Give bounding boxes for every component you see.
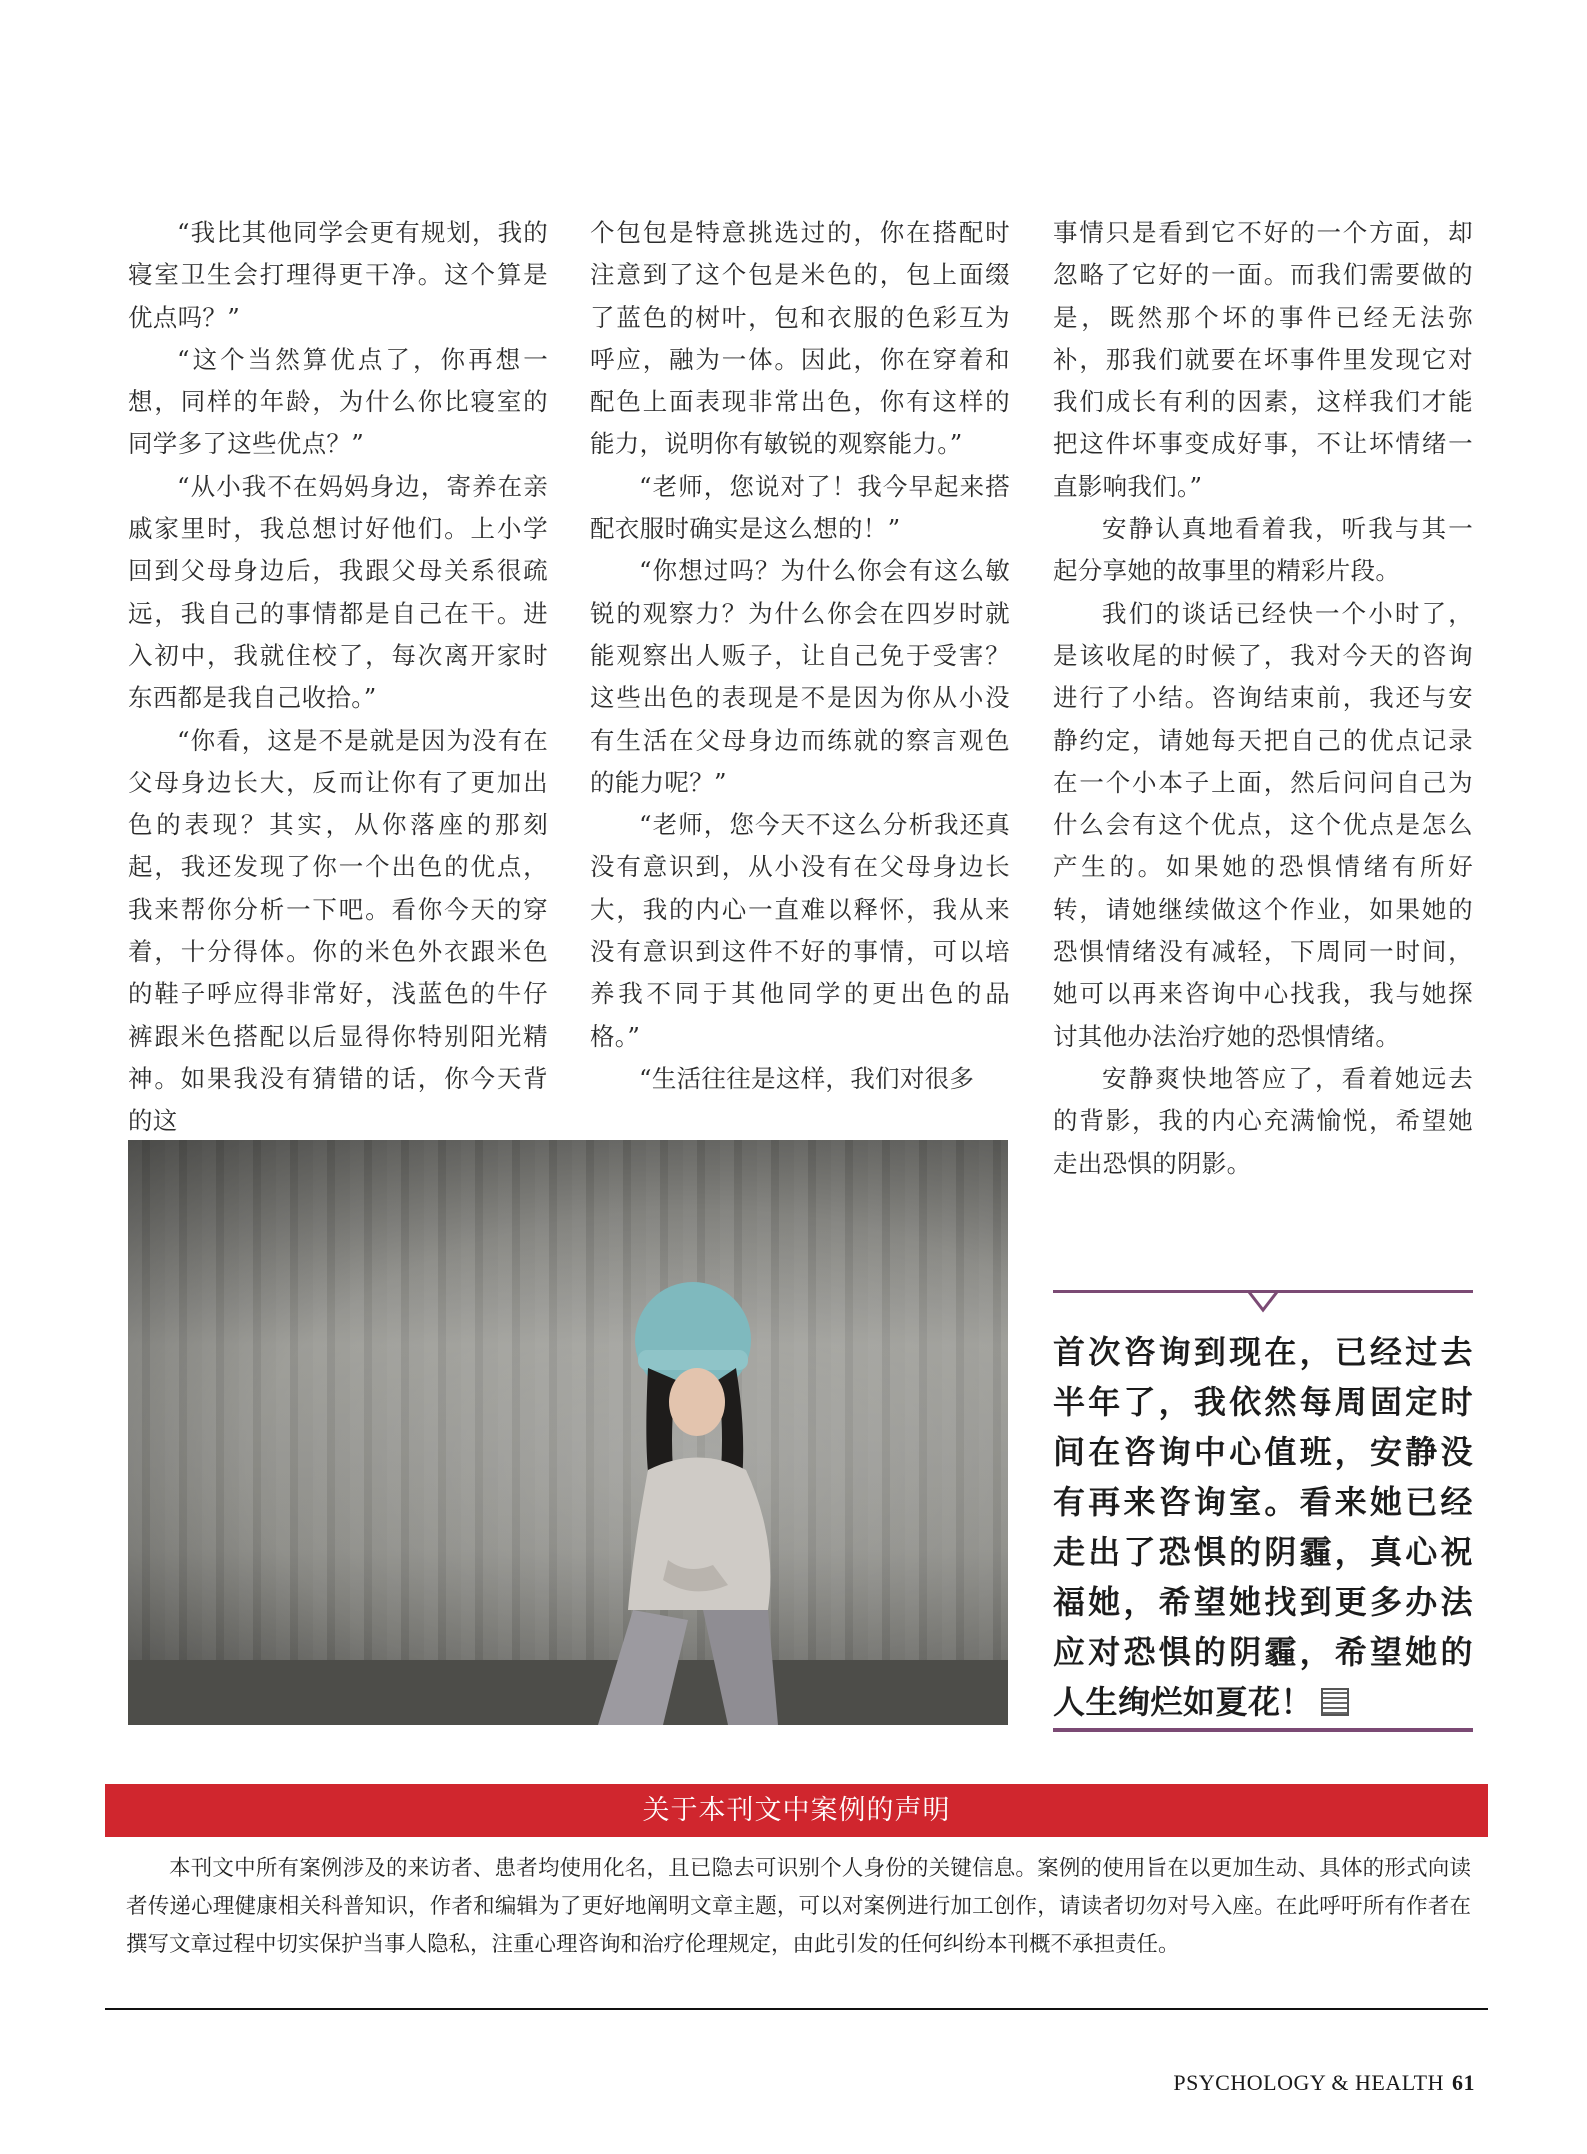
article-column-1 (128, 212, 548, 1143)
page-footer (1173, 2070, 1475, 2096)
paragraph: 我们的谈话已经快一个小时了，是该收尾的时候了，我对今天的咨询进行了小结。咨询结束前，我还与安静约定，请她每天把自己的优点记录在一个小本子上面，然后问问自己为什么会有这个优点，这个优点是怎么产生的。如果她的恐惧情绪有所好转，请她继续做这个作业，如果她的恐惧情绪没有减轻，下周同一时间，她可以再来咨询中心找我，我与她探讨其他办法治疗她的恐惧情绪。 (1053, 598, 1473, 1051)
girl-leaning-on-wall-illustration (128, 1140, 1008, 1725)
notice-title: 关于本刊文中案例的声明 (105, 1784, 1488, 1837)
pull-quote-text: 首次咨询到现在，已经过去半年了，我依然每周固定时间在咨询中心值班，安静没有再来咨询室。看来她已经走出了恐惧的阴霾，真心祝福她，希望她找到更多办法应对恐惧的阴霾，希望她的人生绚烂如夏花！ (1053, 1333, 1473, 1721)
notice-body (126, 1850, 1471, 1964)
page-number: 61 (1452, 2070, 1475, 2095)
article-column-2 (590, 212, 1010, 1100)
magazine-name: PSYCHOLOGY & HEALTH (1173, 2070, 1444, 2095)
paragraph: 安静认真地看着我，听我与其一起分享她的故事里的精彩片段。 (1053, 514, 1473, 586)
hat-brim (638, 1350, 748, 1370)
paragraph: 个包包是特意挑选过的，你在搭配时注意到了这个包是米色的，包上面缀了蓝色的树叶，包和衣服的色彩互为呼应，融为一体。因此，你在穿着和配色上面表现非常出色，你有这样的能力，说明你有敏锐的观察能力。” (590, 218, 1010, 459)
paragraph: “你想过吗？为什么你会有这么敏锐的观察力？为什么你会在四岁时就能观察出人贩子，让自己免于受害？这些出色的表现是不是因为你从小没有生活在父母身边而练就的察言观色的能力呢？” (590, 556, 1010, 797)
article-column-3 (1053, 212, 1473, 1185)
ground-shadow (128, 1660, 1008, 1725)
paragraph: “老师，您说对了！我今早起来搭配衣服时确实是这么想的！” (590, 471, 1010, 544)
paragraph: “我比其他同学会更有规划，我的寝室卫生会打理得更干净。这个算是优点吗？” (128, 218, 548, 332)
paragraph: “生活往往是这样，我们对很多 (639, 1063, 975, 1093)
paragraph: 安静爽快地答应了，看着她远去的背影，我的内心充满愉悦，希望她走出恐惧的阴影。 (1053, 1063, 1473, 1178)
pull-quote (1053, 1327, 1473, 1727)
pull-quote-bottom-rule (1053, 1728, 1473, 1732)
face (669, 1368, 725, 1436)
paragraph: 事情只是看到它不好的一个方面，却忽略了它好的一面。而我们需要做的是，既然那个坏的事件已经无法弥补，那我们就要在坏事件里发现它对我们成长有利的因素，这样我们才能把这件坏事变成好事，不让坏情绪一直影响我们。” (1053, 218, 1473, 501)
notice-divider (105, 2008, 1488, 2010)
paragraph: “你看，这是不是就是因为没有在父母身边长大，反而让你有了更加出色的表现？其实，从你落座的那刻起，我还发现了你一个出色的优点，我来帮你分析一下吧。看你今天的穿着，十分得体。你的米色外衣跟米色的鞋子呼应得非常好，浅蓝色的牛仔裤跟米色搭配以后显得你特别阳光精神。如果我没有猜错的话，你今天背的这 (128, 725, 548, 1136)
paragraph: “这个当然算优点了，你再想一想，同样的年龄，为什么你比寝室的同学多了这些优点？” (128, 344, 548, 459)
end-mark-icon (1321, 1688, 1349, 1716)
paragraph: “从小我不在妈妈身边，寄养在亲戚家里时，我总想讨好他们。上小学回到父母身边后，我跟父母关系很疏远，我自己的事情都是自己在干。进入初中，我就住校了，每次离开家时东西都是我自己收拾。” (128, 471, 548, 713)
chevron-down-icon (1248, 1292, 1278, 1314)
notice-paragraph: 本刊文中所有案例涉及的来访者、患者均使用化名，且已隐去可识别个人身份的关键信息。案例的使用旨在以更加生动、具体的形式向读者传递心理健康相关科普知识，作者和编辑为了更好地阐明文章主题，可以对案例进行加工创作，请读者切勿对号入座。在此呼吁所有作者在撰写文章过程中切实保护当事人隐私，注重心理咨询和治疗伦理规定，由此引发的任何纠纷本刊概不承担责任。 (126, 1856, 1471, 1957)
article-photo (128, 1140, 1008, 1725)
paragraph: “老师，您今天不这么分析我还真没有意识到，从小没有在父母身边长大，我的内心一直难以释怀，我从来没有意识到这件不好的事情，可以培养我不同于其他同学的更出色的品格。” (590, 810, 1010, 1051)
